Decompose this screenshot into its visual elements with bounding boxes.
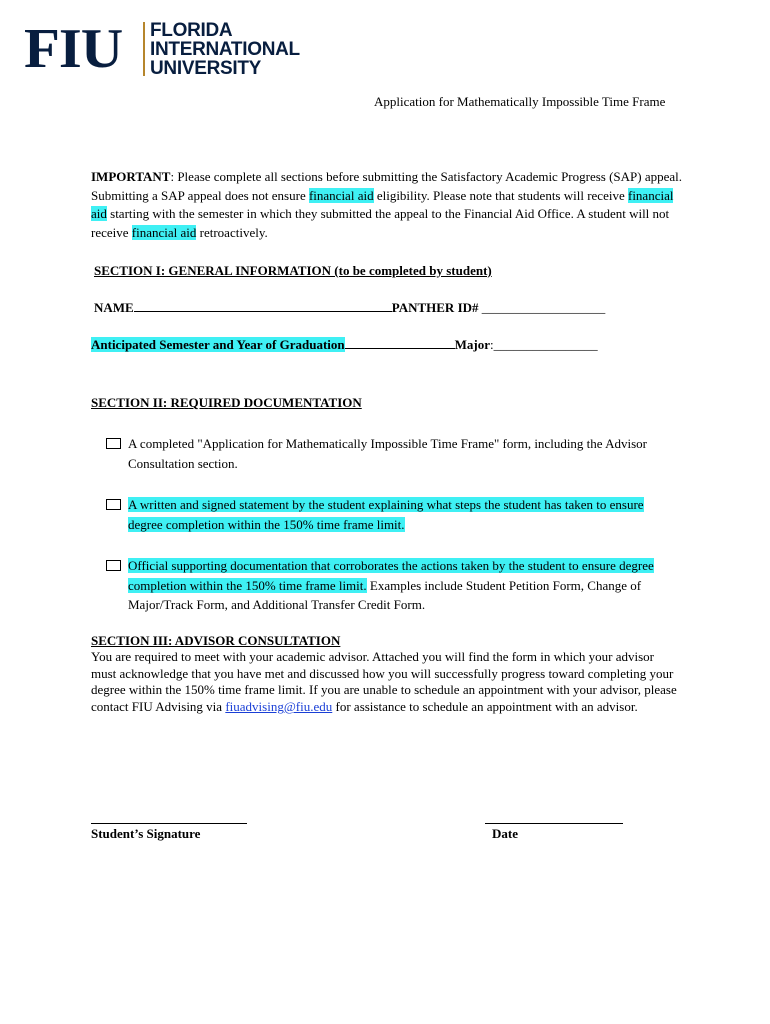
graduation-input-line[interactable] (345, 338, 455, 349)
highlight-financial-aid: financial aid (131, 225, 197, 241)
advisor-consultation-text (91, 649, 681, 716)
panther-id-input-line[interactable]: ___________________ (481, 300, 606, 315)
checkbox-supporting-documentation[interactable] (106, 560, 121, 571)
important-lead: IMPORTANT (91, 169, 171, 184)
date-line[interactable] (485, 823, 623, 824)
fiu-logo-initials: FIU (24, 18, 123, 80)
important-notice (91, 168, 691, 243)
student-signature-line[interactable] (91, 823, 247, 824)
graduation-label: Anticipated Semester and Year of Graduation (91, 337, 345, 352)
fiu-logo-wordmark (150, 21, 300, 78)
important-text-3: starting with the semester in which they submitted the appeal to the Financial Aid Office. A student will not receive (91, 206, 670, 241)
important-text-1: : Please complete all sections before submitting the Satisfactory Academic Progress (SAP) appeal. Submitting a SAP appeal does not ensure (91, 169, 683, 203)
doc-item-1: A completed "Application for Mathematically Impossible Time Frame" form, including the Advisor Consultation section. (128, 436, 647, 471)
name-input-line[interactable] (134, 301, 392, 312)
important-text-2: eligibility. Please note that students will receive (373, 187, 628, 203)
major-label: Major (454, 337, 490, 352)
form-title: Application for Mathematically Impossible Time Frame (374, 94, 666, 109)
name-row (94, 300, 605, 316)
logo-line-3: UNIVERSITY (150, 58, 262, 79)
checkbox-completed-application[interactable] (106, 438, 121, 449)
checkbox-written-statement[interactable] (106, 499, 121, 510)
logo-line-2: INTERNATIONAL (150, 39, 300, 60)
doc-item-2-text: A written and signed statement by the student explaining what steps the student has taken to ensure degree completion within the 150% time frame limit. (128, 497, 644, 532)
student-signature-label: Student’s Signature (91, 826, 201, 841)
section-3-heading: SECTION III: ADVISOR CONSULTATION (91, 633, 341, 648)
date-label: Date (492, 826, 518, 841)
section-2-heading: SECTION II: REQUIRED DOCUMENTATION (91, 395, 362, 410)
doc-item-2 (128, 495, 668, 534)
panther-id-label: PANTHER ID# (391, 300, 482, 315)
logo-line-1: FLORIDA (150, 20, 233, 41)
advisor-text-2: for assistance to schedule an appointment with an advisor. (332, 699, 638, 715)
highlight-financial-aid: financial aid (91, 187, 674, 222)
doc-item-3-rest: Examples include Student Petition Form, Change of Major/Track Form, and Additional Transfer Credit Form. (128, 577, 642, 612)
major-input-line[interactable]: ________________ (493, 337, 598, 352)
graduation-row (91, 337, 598, 353)
advisor-text-1: You are required to meet with your academic advisor. Attached you will find the form in which your advisor must acknowledge that you have met and discussed how you will successfully progress toward completing your degree within the 150% time frame limit. If you are unable to schedule an appointment with your advisor, please contact FIU Advising via (91, 649, 677, 715)
section-1-heading: SECTION I: GENERAL INFORMATION (to be completed by student) (94, 263, 492, 278)
doc-item-3 (128, 556, 668, 615)
major-colon: : (490, 337, 494, 352)
logo-divider (143, 22, 145, 76)
highlight-financial-aid: financial aid (308, 187, 374, 203)
advising-email-link[interactable]: fiuadvising@fiu.edu (225, 699, 333, 715)
important-text-4: retroactively. (196, 225, 268, 241)
name-label: NAME (94, 300, 134, 315)
doc-item-3-highlight: Official supporting documentation that corroborates the actions taken by the student to ensure degree completion within the 150% time frame limit. (128, 558, 654, 593)
